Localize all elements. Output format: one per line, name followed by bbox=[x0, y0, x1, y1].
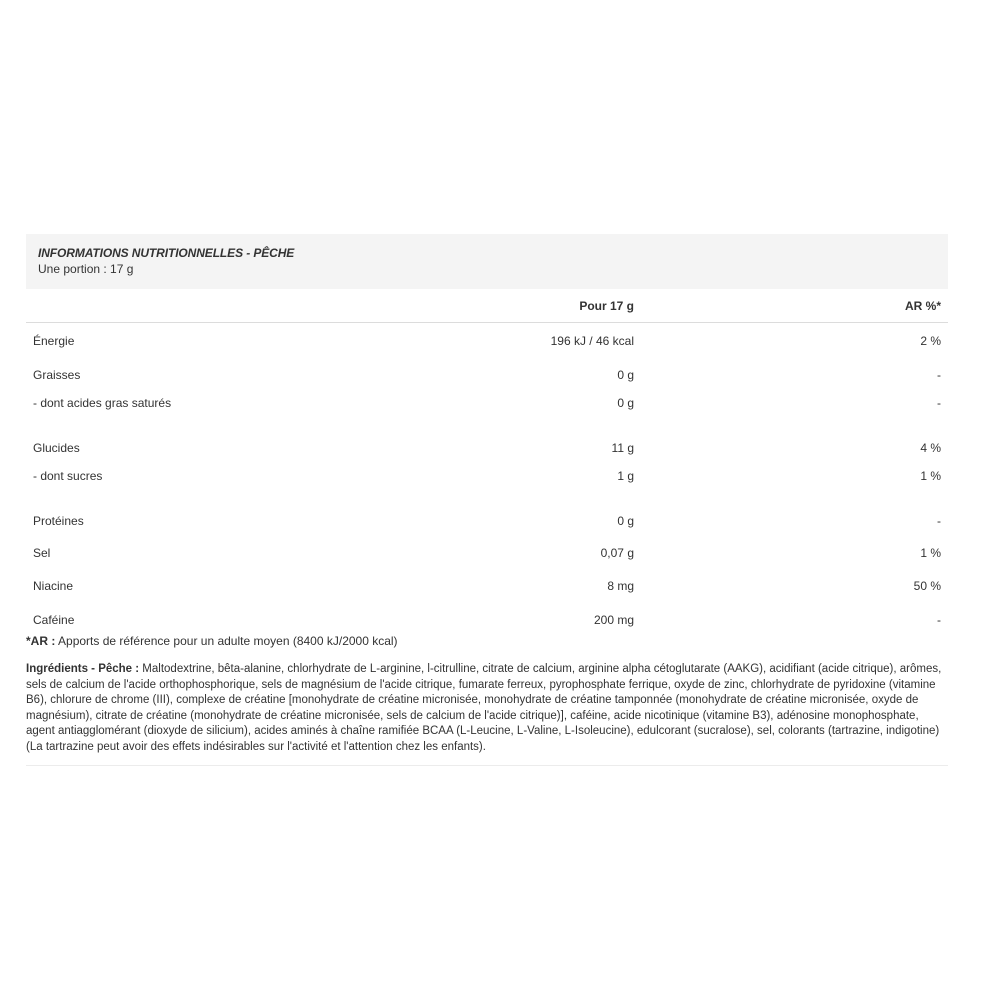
table-row bbox=[26, 368, 948, 384]
ingredients-text: Maltodextrine, bêta-alanine, chlorhydrate de L-arginine, l-citrulline, citrate de calcium, arginine alpha cétoglutarate (AAKG), acidifiant (acide citrique), arômes, sels de calcium de l'acide orthophosphorique, sels de magnésium de l'acide citrique, fumarate ferreux, pyrophosphate ferrique, oxyde de zinc, chlorhydrate de pyridoxine (vitamine B6), chlorure de chrome (III), complexe de créatine [monohydrate de créatine micronisée, monohydrate de créatine tamponnée (monohydrate de créatine micronisée, oxyde de magnésium), citrate de créatine (monohydrate de créatine micronisée, sels de calcium de l'acide citrique)], caféine, acide nicotinique (vitamine B3), adénosine monophosphate, agent antiagglomérant (dioxyde de silicium), acides aminés à chaîne ramifiée BCAA (L-Leucine, L-Valine, L-Isoleucine), edulcorant (sucralose), sel, colorants (tartrazine, indigotine)(La tartrazine peut avoir des effets indésirables sur l'activité et l'attention chez les enfants). bbox=[26, 663, 942, 753]
nutrient-value: 196 kJ / 46 kcal bbox=[550, 334, 634, 348]
nutrient-name: Énergie bbox=[33, 334, 75, 348]
column-header-ar: AR %* bbox=[904, 299, 941, 313]
nutrient-name: - dont acides gras saturés bbox=[33, 396, 172, 410]
nutrient-ar: 1 % bbox=[920, 546, 941, 560]
table-row bbox=[26, 579, 948, 595]
nutrient-ar: - bbox=[937, 368, 941, 382]
nutrient-name: Graisses bbox=[33, 368, 81, 382]
table-row bbox=[26, 441, 948, 457]
nutrient-name: Protéines bbox=[33, 514, 84, 528]
nutrient-name: Caféine bbox=[33, 613, 75, 627]
nutrient-value: 0 g bbox=[617, 514, 634, 528]
nutrient-ar: 1 % bbox=[920, 469, 941, 483]
ingredients-label: Ingrédients - Pêche : bbox=[26, 663, 140, 675]
nutrient-ar: 2 % bbox=[920, 334, 941, 348]
footnote-label: *AR : bbox=[26, 634, 56, 648]
nutrition-table bbox=[26, 323, 948, 643]
nutrient-name: - dont sucres bbox=[33, 469, 103, 483]
table-row bbox=[26, 334, 948, 350]
table-row bbox=[26, 514, 948, 530]
nutrient-value: 8 mg bbox=[607, 579, 634, 593]
nutrient-ar: - bbox=[937, 514, 941, 528]
nutrient-value: 0,07 g bbox=[600, 546, 634, 560]
nutrient-value: 1 g bbox=[617, 469, 634, 483]
table-column-headers bbox=[26, 289, 948, 323]
nutrient-ar: - bbox=[937, 396, 941, 410]
nutrient-value: 0 g bbox=[617, 396, 634, 410]
ingredients-list bbox=[26, 662, 948, 766]
nutrition-panel bbox=[26, 234, 948, 753]
nutrient-name: Glucides bbox=[33, 441, 80, 455]
table-row bbox=[26, 469, 948, 485]
nutrient-ar: 50 % bbox=[913, 579, 941, 593]
portion-size: Une portion : 17 g bbox=[38, 262, 134, 276]
nutrient-ar: - bbox=[937, 613, 941, 627]
table-row bbox=[26, 546, 948, 562]
nutrient-name: Niacine bbox=[33, 579, 74, 593]
nutrient-value: 0 g bbox=[617, 368, 634, 382]
column-header-per-portion: Pour 17 g bbox=[579, 299, 634, 313]
ar-footnote bbox=[26, 634, 398, 648]
table-row bbox=[26, 396, 948, 412]
nutrient-value: 200 mg bbox=[593, 613, 634, 627]
nutrition-title: INFORMATIONS NUTRITIONNELLES - PÊCHE bbox=[38, 246, 295, 260]
nutrient-ar: 4 % bbox=[920, 441, 941, 455]
nutrient-name: Sel bbox=[33, 546, 51, 560]
nutrient-value: 11 g bbox=[611, 441, 634, 455]
footnote-text: Apports de référence pour un adulte moyen (8400 kJ/2000 kcal) bbox=[55, 634, 398, 648]
table-row bbox=[26, 613, 948, 629]
nutrition-header bbox=[26, 234, 948, 289]
